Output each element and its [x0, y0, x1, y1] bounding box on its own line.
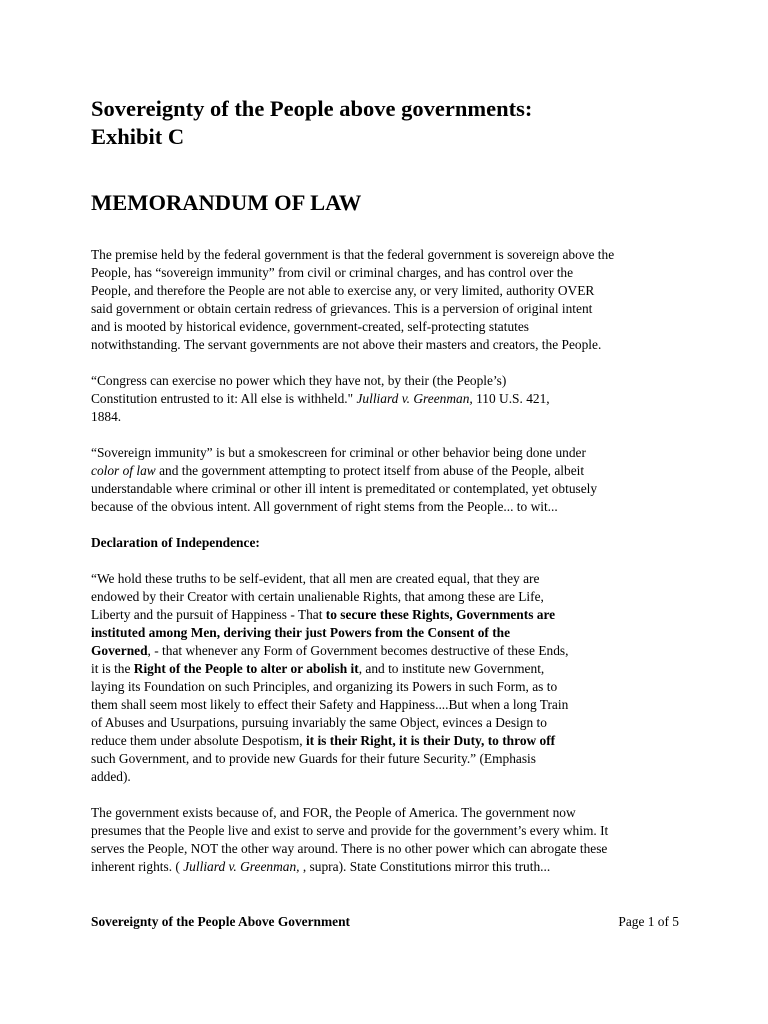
text-run: , supra). State Constitutions mirror this truth...	[299, 859, 551, 874]
text-line: laying its Foundation on such Principles, and organizing its Powers in such Form, as to	[91, 679, 558, 694]
text-line: them shall seem most likely to effect their Safety and Happiness....But when a long Train	[91, 697, 569, 712]
text-line: serves the People, NOT the other way around. There is no other power which can abrogate these	[91, 841, 608, 856]
text-line: “Congress can exercise no power which they have not, by their (the People’s)	[91, 373, 507, 388]
text-run: 110 U.S. 421,	[472, 391, 550, 406]
emphasis-text: instituted among Men, deriving their just Powers from the Consent of the	[91, 625, 511, 640]
text-line: said government or obtain certain redress of grievances. This is a perversion of original intent	[91, 301, 593, 316]
text-line	[91, 642, 683, 660]
text-line	[91, 660, 683, 678]
text-run: Liberty and the pursuit of Happiness - That	[91, 607, 326, 622]
text-run: inherent rights. (	[91, 859, 184, 874]
document-title	[91, 95, 683, 151]
text-line: presumes that the People live and exist to serve and provide for the government’s every whim. It	[91, 823, 609, 838]
case-citation: Julliard v. Greenman,	[356, 391, 473, 406]
paragraph-congress-quote	[91, 372, 683, 426]
text-line	[91, 390, 683, 408]
emphasis-text: it is their Right, it is their Duty, to throw off	[305, 733, 556, 748]
paragraph-government-exists	[91, 804, 683, 876]
emphasis-text: Governed	[91, 643, 148, 658]
text-line: added).	[91, 769, 131, 784]
title-line: Exhibit C	[91, 124, 185, 149]
text-line: The premise held by the federal government is that the federal government is sovereign above the	[91, 247, 615, 262]
title-line: Sovereignty of the People above governments:	[91, 96, 533, 121]
text-line: because of the obvious intent. All government of right stems from the People... to wit...	[91, 499, 558, 514]
text-line: notwithstanding. The servant governments are not above their masters and creators, the People.	[91, 337, 602, 352]
text-run: and the government attempting to protect itself from abuse of the People, albeit	[155, 463, 585, 478]
text-line: “We hold these truths to be self-evident, that all men are created equal, that they are	[91, 571, 540, 586]
text-line: endowed by their Creator with certain unalienable Rights, that among these are Life,	[91, 589, 544, 604]
paragraph-gap	[91, 516, 683, 534]
page-footer	[91, 913, 679, 931]
emphasis-text: to secure these Rights, Governments are	[325, 607, 556, 622]
paragraph-gap	[91, 426, 683, 444]
text-line: People, and therefore the People are not able to exercise any, or very limited, authority OVER	[91, 283, 595, 298]
text-line	[91, 462, 683, 480]
text-line	[91, 732, 683, 750]
document-body	[91, 246, 683, 876]
page-number: Page 1 of 5	[618, 914, 679, 929]
footer-title: Sovereignty of the People Above Government	[91, 914, 350, 929]
paragraph-declaration-quote	[91, 570, 683, 786]
declaration-subheading: Declaration of Independence:	[91, 535, 260, 550]
text-line: People, has “sovereign immunity” from civil or criminal charges, and has control over the	[91, 265, 574, 280]
memorandum-heading: MEMORANDUM OF LAW	[91, 190, 362, 215]
paragraph-gap	[91, 354, 683, 372]
text-line	[91, 606, 683, 624]
text-line: of Abuses and Usurpations, pursuing invariably the same Object, evinces a Design to	[91, 715, 547, 730]
paragraph-sovereign-immunity	[91, 444, 683, 516]
text-run: , - that whenever any Form of Government becomes destructive of these Ends,	[147, 643, 569, 658]
text-line	[91, 624, 683, 642]
text-line: The government exists because of, and FOR, the People of America. The government now	[91, 805, 576, 820]
text-line: and is mooted by historical evidence, government-created, self-protecting statutes	[91, 319, 530, 334]
paragraph-premise	[91, 246, 683, 354]
text-line	[91, 858, 683, 876]
text-line: “Sovereign immunity” is but a smokescreen for criminal or other behavior being done under	[91, 445, 586, 460]
text-line: such Government, and to provide new Guards for their future Security.” (Emphasis	[91, 751, 536, 766]
text-run: it is the	[91, 661, 134, 676]
text-line: understandable where criminal or other ill intent is premeditated or contemplated, yet obtusely	[91, 481, 598, 496]
text-line: 1884.	[91, 409, 122, 424]
text-run: Constitution entrusted to it: All else is withheld."	[91, 391, 357, 406]
paragraph-gap	[91, 552, 683, 570]
emphasis-text: Right of the People to alter or abolish it	[133, 661, 359, 676]
italic-phrase: color of law	[91, 463, 156, 478]
case-citation: Julliard v. Greenman,	[183, 859, 300, 874]
text-run: , and to institute new Government,	[358, 661, 545, 676]
paragraph-gap	[91, 786, 683, 804]
text-run: reduce them under absolute Despotism,	[91, 733, 306, 748]
